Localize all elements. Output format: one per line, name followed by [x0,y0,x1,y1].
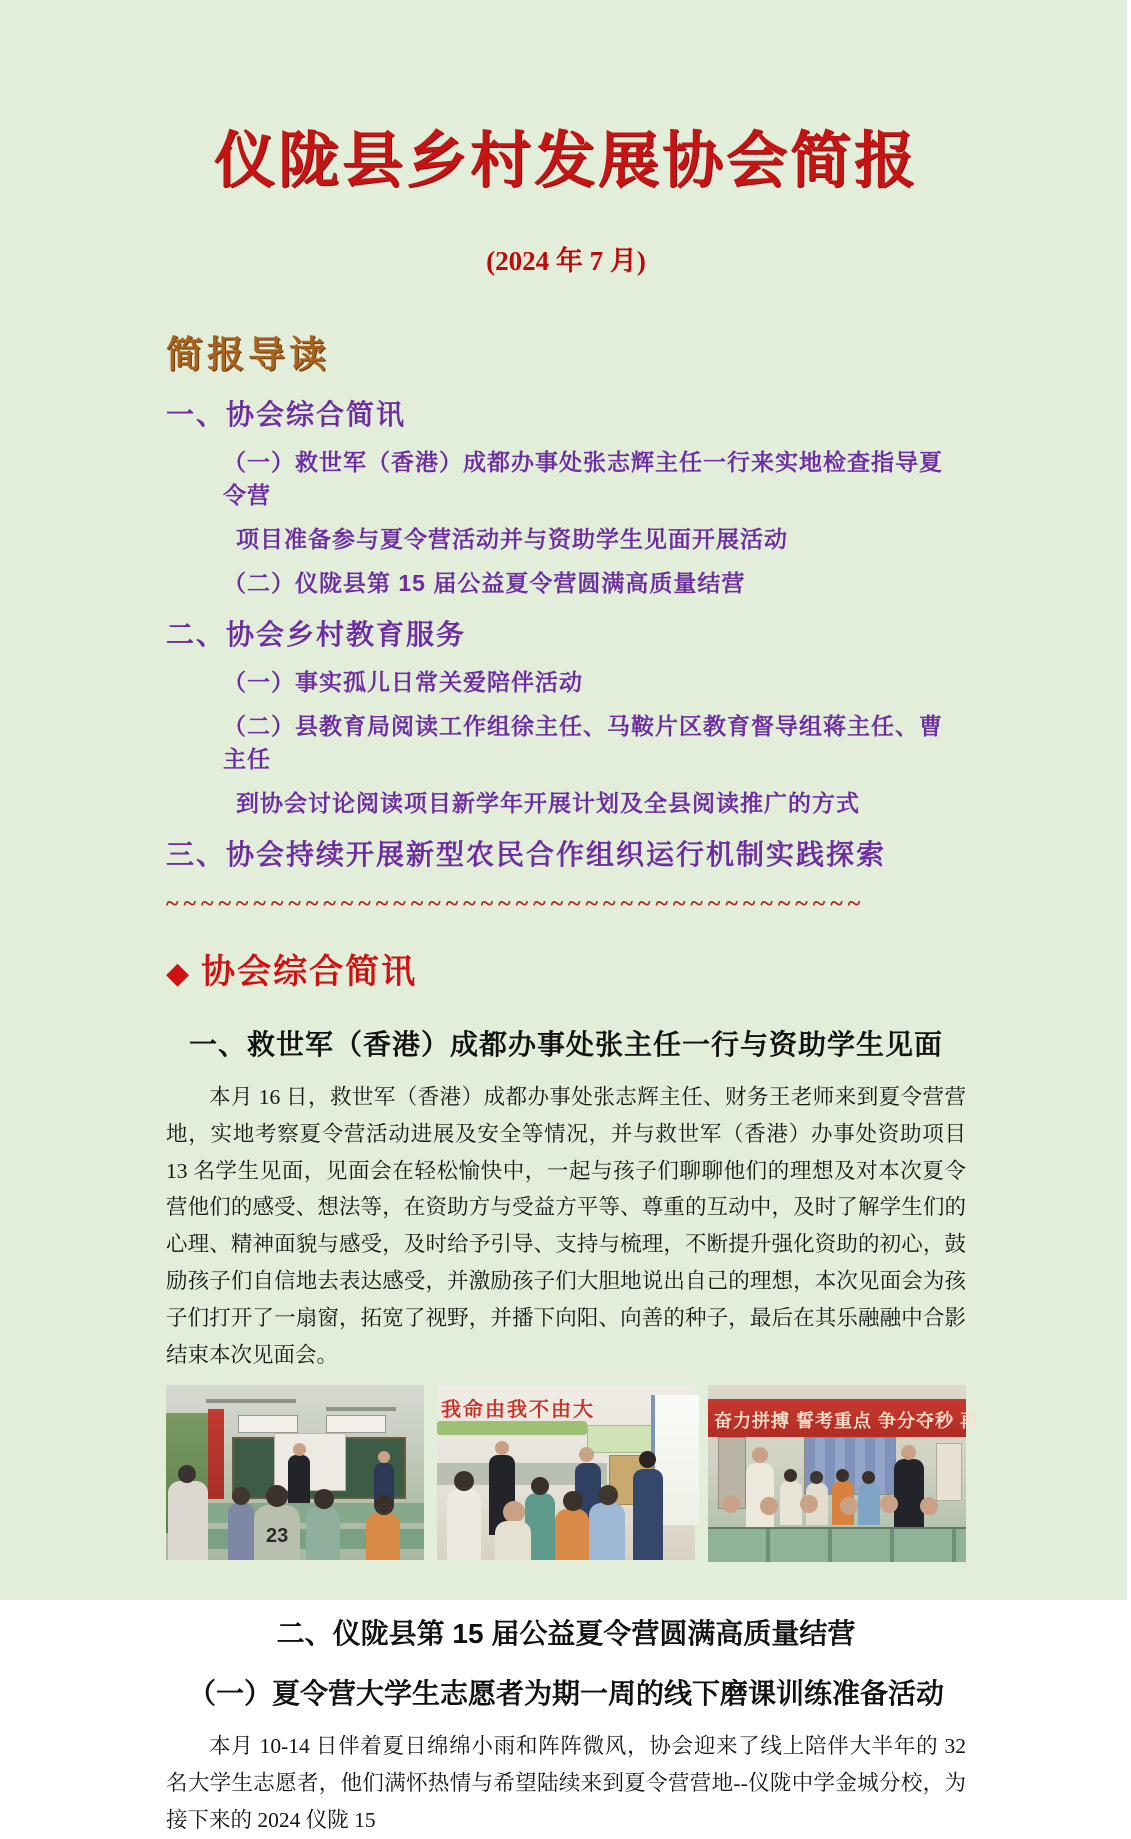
diamond-icon: ◆ [166,957,192,990]
foreground-woman-white [168,1481,208,1560]
toc-item-1: 一、协会综合简讯 [166,399,407,430]
toc-item-1-1-cont: 项目准备参与夏令营活动并与资助学生见面开展活动 [236,526,788,552]
tilde-separator: ~~~~~~~~~~~~~~~~~~~~~~~~~~~~~~~~~~~~~~~~ [166,891,866,917]
teacher-head [752,1447,768,1463]
child-back-blue [228,1503,254,1560]
green-desk-row [708,1527,966,1562]
child-bald-head [503,1501,525,1523]
photo-classroom-meeting [166,1385,424,1560]
child-white-shirt [447,1489,481,1560]
woman-back-navy [633,1469,663,1560]
article1-body: 本月 16 日，救世军（香港）成都办事处张志辉主任、财务王老师来到夏令营营地，实地考察夏令营活动进展及安全等情况，并与救世军（香港）办事处资助项目 13 名学生见面，见面会在轻松愉快中，一起与孩子们聊聊他们的理想及对本次夏令营他们的感受、想法等，在资助方与受益方平等、尊重的互动中，及时了解学生们的心理、精神面貌与感受，及时给予引导、支持与梳理，不断提升强化资助的初心，鼓励孩子们自信地去表达感受，并激励孩子们大胆地说出自己的理想，本次见面会为孩子们打开了一扇窗，拓宽了视野，并播下向阳、向善的种子，最后在其乐融融中合影结束本次见面会。 [166,1085,966,1367]
jersey-number: 23 [266,1525,289,1548]
child-head [454,1471,474,1491]
page-title: 仪陇县乡村发展协会简报 [213,126,918,194]
poster-board [587,1425,659,1453]
man-head [495,1441,509,1455]
calligraphy-plaque [238,1415,298,1433]
toc-item-3: 三、协会持续开展新型农民合作组织运行机制实践探索 [166,839,887,870]
page-edge-strip [1127,0,1131,1600]
section-heading-label: 协会综合简讯 [201,953,418,991]
woman-head [579,1447,594,1462]
child-lightblue-shirt [589,1503,625,1560]
child-white2 [495,1521,531,1560]
photo-group-portrait [708,1385,980,1560]
photo-row [166,1385,980,1560]
toc-item-1-2: （二）仪陇县第 15 届公益夏令营圆满高质量结营 [223,570,746,596]
article1-title: 一、救世军（香港）成都办事处张主任一行与资助学生见面 [188,1029,943,1060]
toc-item-2-2: （二）县教育局阅读工作组徐主任、马鞍片区教育督导组蒋主任、曹主任 [223,713,943,772]
red-banner-text: 奋力拼搏 誓考重点 争分夺秒 再 [714,1411,980,1432]
table-of-contents [166,393,966,873]
toc-item-2-1: （一）事实孤儿日常关爱陪伴活动 [223,669,583,695]
child-back-orange [366,1513,400,1560]
toc-item-2: 二、协会乡村教育服务 [166,619,467,650]
article2-subtitle: （一）夏令营大学生志愿者为期一周的线下磨课训练准备活动 [187,1678,944,1710]
poster-right [936,1443,962,1501]
ceiling-light-bar [326,1407,396,1411]
red-wall-strip [208,1409,224,1499]
calligraphy-plaque [326,1415,386,1433]
section-heading-general-news [166,944,966,993]
projector-screen [274,1433,346,1491]
toc-item-2-2-cont: 到协会讨论阅读项目新学年开展计划及全县阅读推广的方式 [236,790,860,816]
page-content [166,0,980,1839]
child-orange-shirt [555,1509,589,1560]
teacher-man-head [901,1445,916,1460]
toc-heading: 简报导读 [166,334,330,375]
article2-title: 二、仪陇县第 15 届公益夏令营圆满高质量结营 [276,1618,856,1650]
photo-group-activity [437,1385,695,1560]
ceiling-light-bar [206,1399,296,1403]
child-back-teal [306,1507,340,1560]
green-banner-strip [437,1421,587,1435]
toc-item-1-1: （一）救世军（香港）成都办事处张志辉主任一行来实地检查指导夏令营 [223,449,943,508]
page-subtitle: (2024 年 7 月) [486,246,646,276]
article2-body: 本月 10-14 日伴着夏日绵绵小雨和阵阵微风，协会迎来了线上陪伴大半年的 32 名大学生志愿者，他们满怀热情与希望陆续来到夏令营营地--仪陇中学金城分校，为接下来的 2024 仪陇 15 [166,1734,966,1832]
wall-slogan-text: 我命由我不由大 [441,1399,595,1422]
